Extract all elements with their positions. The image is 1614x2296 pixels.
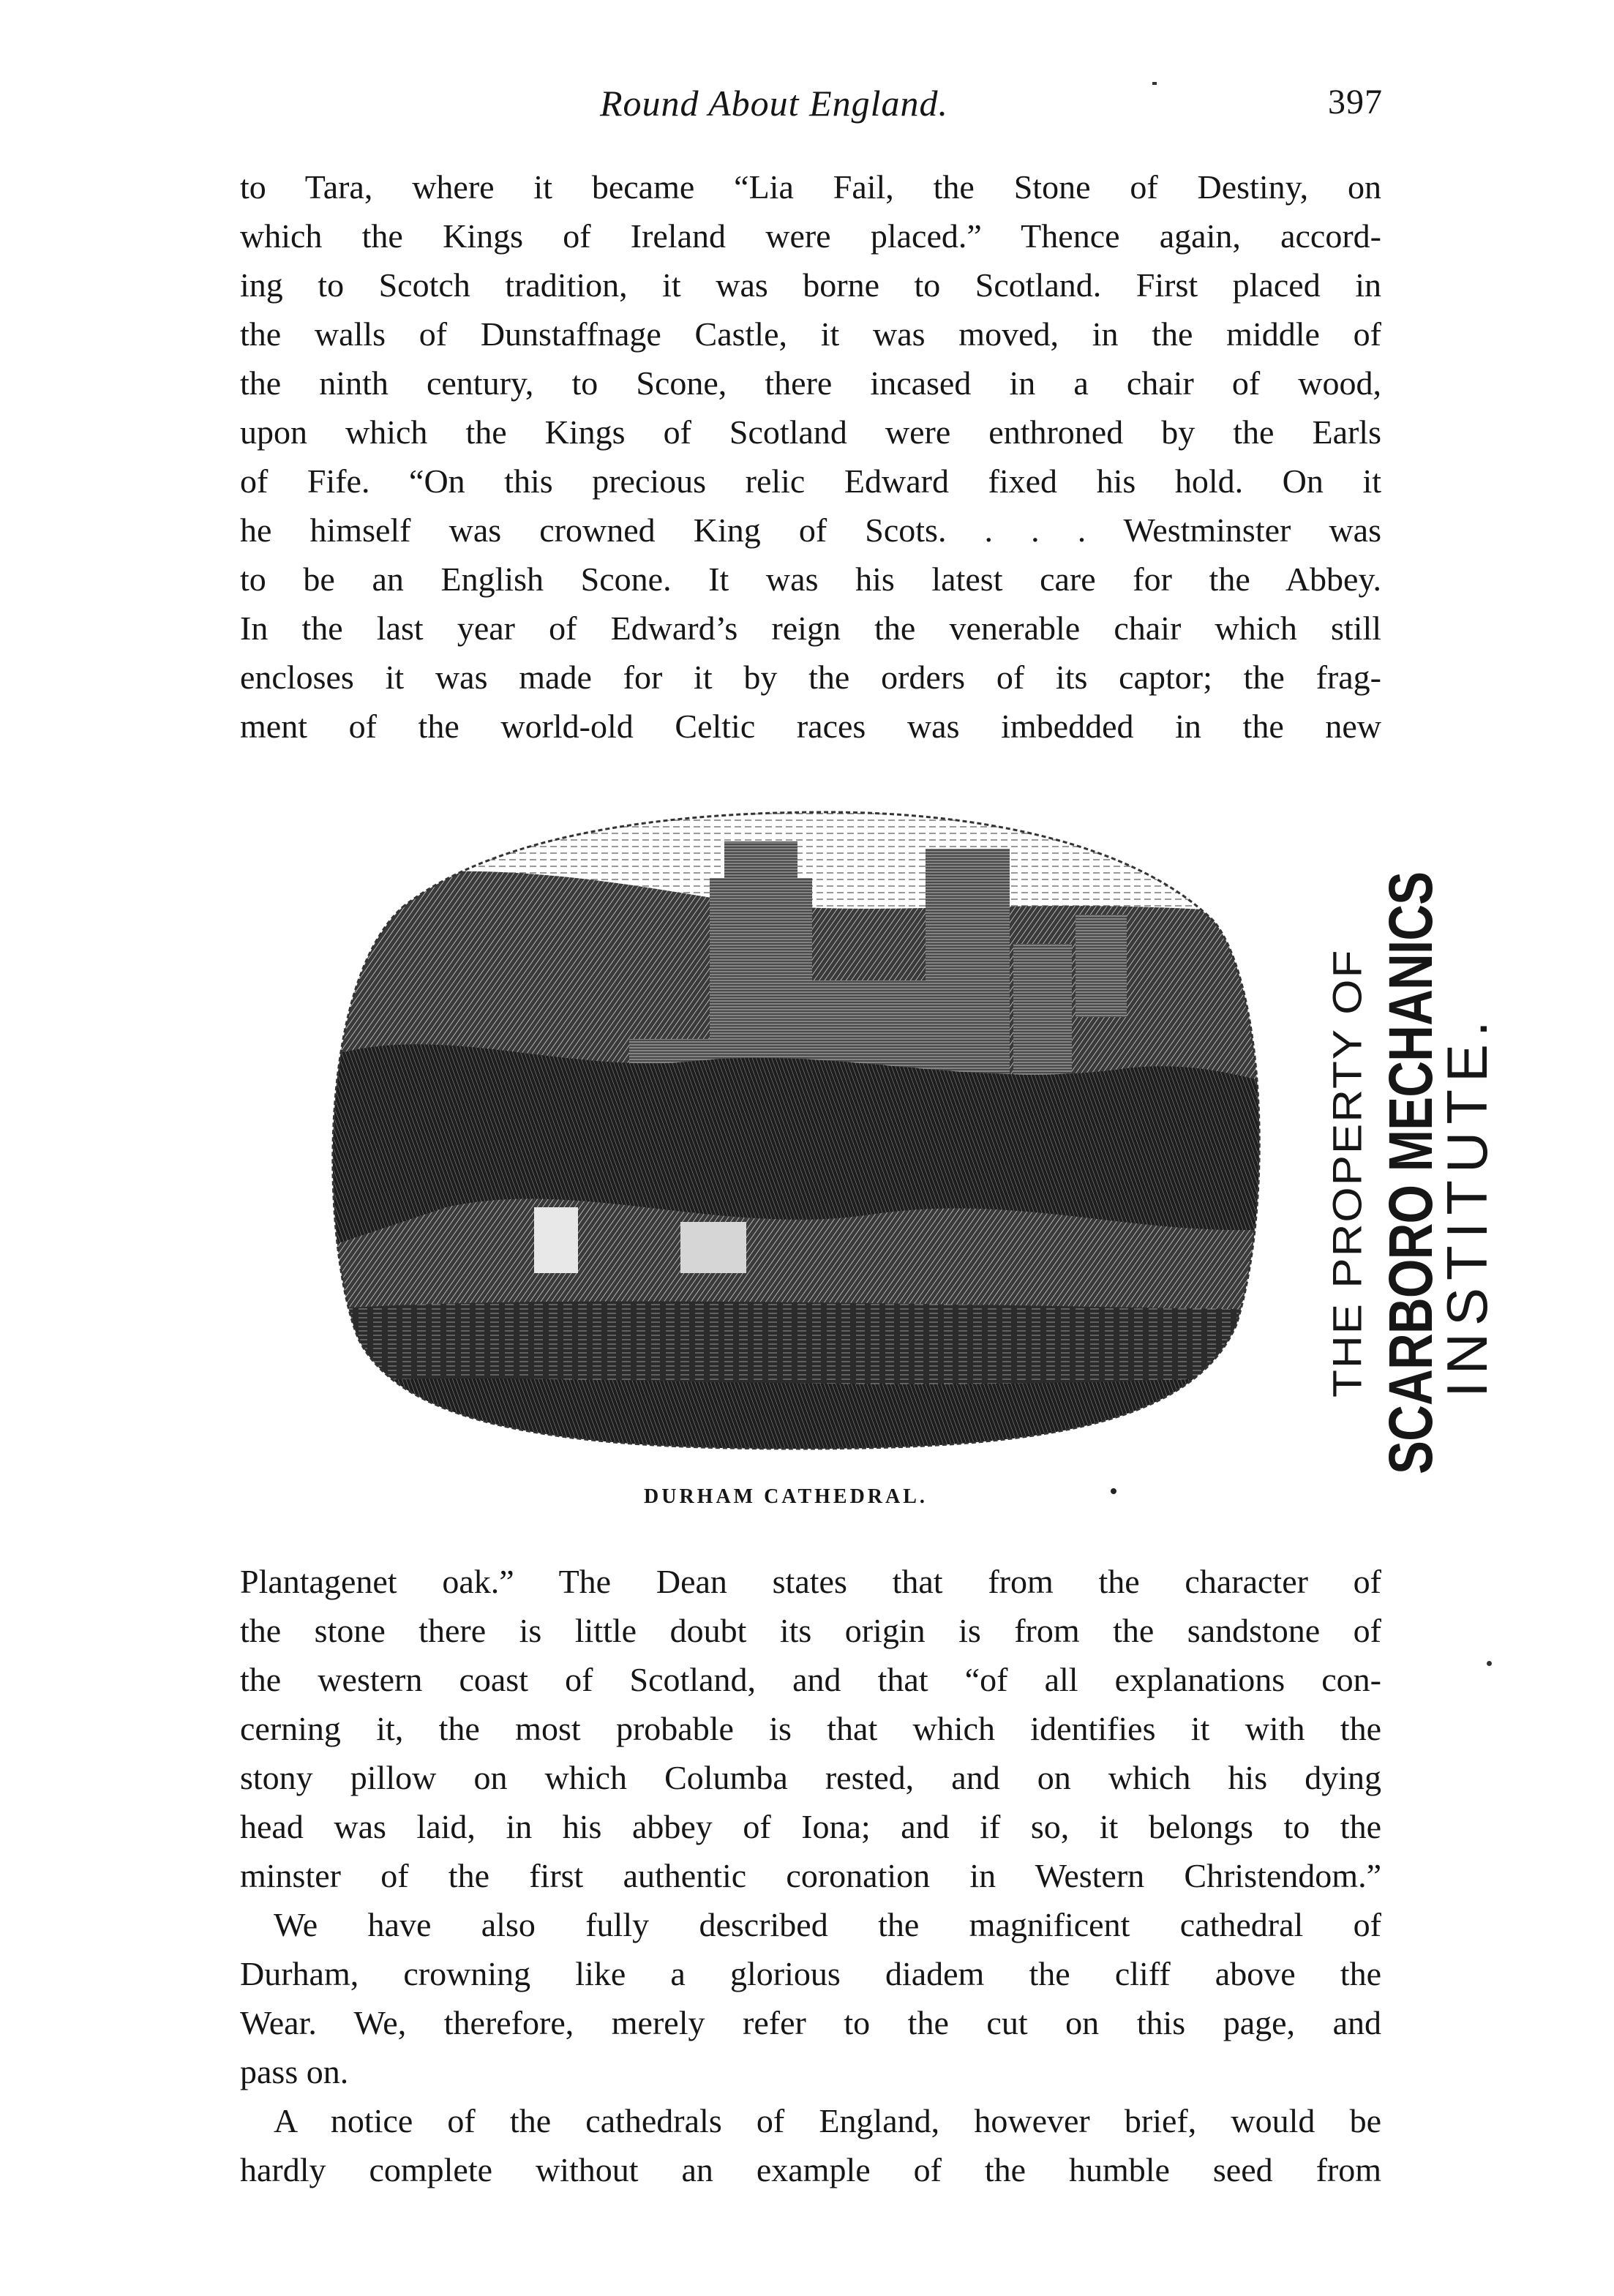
text-line: ment of the world-old Celtic races was imbedded in the new (240, 708, 1381, 745)
text-line: Plantagenet oak.” The Dean states that from the character of (240, 1563, 1381, 1600)
running-head (241, 82, 1383, 133)
stamp-line-name: SCARBORO MECHANICS (1376, 871, 1445, 1474)
text-line: We have also fully described the magnificent cathedral of (274, 1906, 1381, 1943)
text-block-bottom (240, 1557, 1381, 2194)
running-title: Round About England. (600, 83, 949, 124)
text-line: ing to Scotch tradition, it was borne to Scotland. First placed in (240, 266, 1381, 304)
print-speck (1111, 1488, 1116, 1494)
text-line: upon which the Kings of Scotland were enthroned by the Earls (240, 413, 1381, 451)
text-line: the western coast of Scotland, and that “of all explanations con- (240, 1661, 1381, 1698)
text-line: the stone there is little doubt its origin is from the sandstone of (240, 1612, 1381, 1649)
text-line: cerning it, the most probable is that which identifies it with the (240, 1710, 1381, 1747)
print-speck (1487, 1661, 1492, 1666)
text-line: A notice of the cathedrals of England, however brief, would be (274, 2102, 1381, 2139)
text-line: of Fife. “On this precious relic Edward fixed his hold. On it (240, 462, 1381, 500)
stamp-line-property: THE PROPERTY OF (1324, 948, 1370, 1398)
text-line: stony pillow on which Columba rested, and on which his dying (240, 1759, 1381, 1796)
text-line: encloses it was made for it by the orders of its captor; the frag- (240, 659, 1381, 696)
text-line: Wear. We, therefore, merely refer to the cut on this page, and (240, 2004, 1381, 2041)
figure-caption: DURHAM CATHEDRAL. (644, 1485, 928, 1508)
text-line: to be an English Scone. It was his latest care for the Abbey. (240, 560, 1381, 598)
text-line: he himself was crowned King of Scots. . . . Westminster was (240, 511, 1381, 549)
text-line: Durham, crowning like a glorious diadem the cliff above the (240, 1955, 1381, 1992)
text-line: In the last year of Edward’s reign the venerable chair which still (240, 609, 1381, 647)
print-speck (1152, 82, 1157, 85)
text-line: pass on. (240, 2053, 349, 2090)
engraving-icon (315, 798, 1273, 1456)
text-line: head was laid, in his abbey of Iona; and if so, it belongs to the (240, 1808, 1381, 1845)
text-line: which the Kings of Ireland were placed.” Thence again, accord- (240, 217, 1381, 255)
text-line: minster of the first authentic coronation in Western Christendom.” (240, 1857, 1381, 1894)
text-block-top (240, 162, 1381, 751)
stamp-line-institute: INSTITUTE. (1435, 1013, 1499, 1398)
page-number: 397 (1328, 83, 1383, 121)
library-stamp (1295, 871, 1499, 1485)
text-line: the ninth century, to Scone, there incased in a chair of wood, (240, 364, 1381, 402)
cathedral-engraving (315, 798, 1273, 1456)
text-line: to Tara, where it became “Lia Fail, the Stone of Destiny, on (240, 168, 1381, 206)
text-line: the walls of Dunstaffnage Castle, it was moved, in the middle of (240, 315, 1381, 353)
text-line: hardly complete without an example of the humble seed from (240, 2151, 1381, 2188)
